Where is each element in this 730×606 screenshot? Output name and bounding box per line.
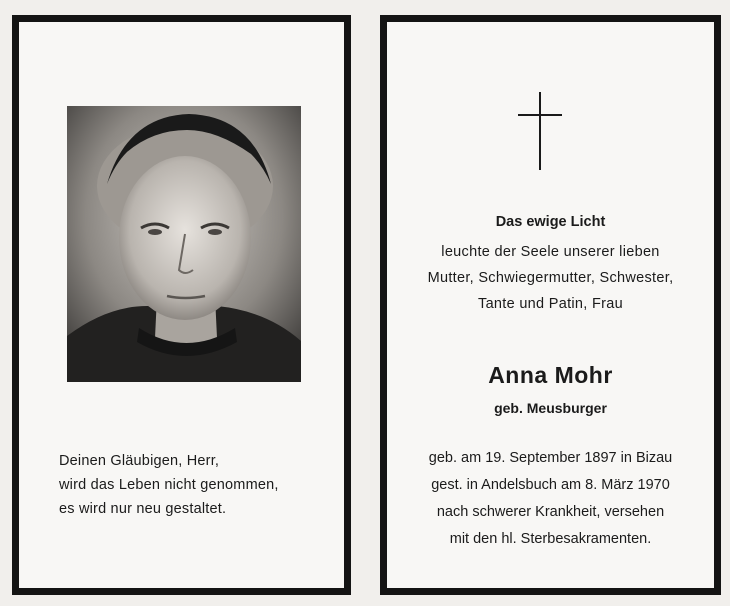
- portrait-illustration: [67, 106, 301, 382]
- detail-line: gest. in Andelsbuch am 8. März 1970: [431, 477, 670, 493]
- verse-line: es wird nur neu gestaltet.: [59, 501, 227, 517]
- verse-text: [59, 449, 349, 521]
- portrait-photo: [67, 106, 301, 382]
- dedication-line: Tante und Patin, Frau: [478, 296, 623, 312]
- verse-line: wird das Leben nicht genommen,: [59, 477, 279, 493]
- right-card: [380, 15, 721, 595]
- heading: Das ewige Licht: [495, 214, 606, 230]
- detail-line: geb. am 19. September 1897 in Bizau: [428, 450, 673, 466]
- cross-icon: [515, 92, 565, 172]
- dedication-line: leuchte der Seele unserer lieben: [441, 244, 660, 260]
- verse-line: Deinen Gläubigen, Herr,: [59, 453, 220, 469]
- dedication-line: Mutter, Schwiegermutter, Schwester,: [427, 270, 674, 286]
- detail-line: nach schwerer Krankheit, versehen: [436, 504, 665, 520]
- detail-line: mit den hl. Sterbesakramenten.: [449, 531, 652, 547]
- deceased-name: Anna Mohr: [488, 362, 613, 388]
- maiden-name: geb. Meusburger: [494, 400, 607, 416]
- left-card: [12, 15, 351, 595]
